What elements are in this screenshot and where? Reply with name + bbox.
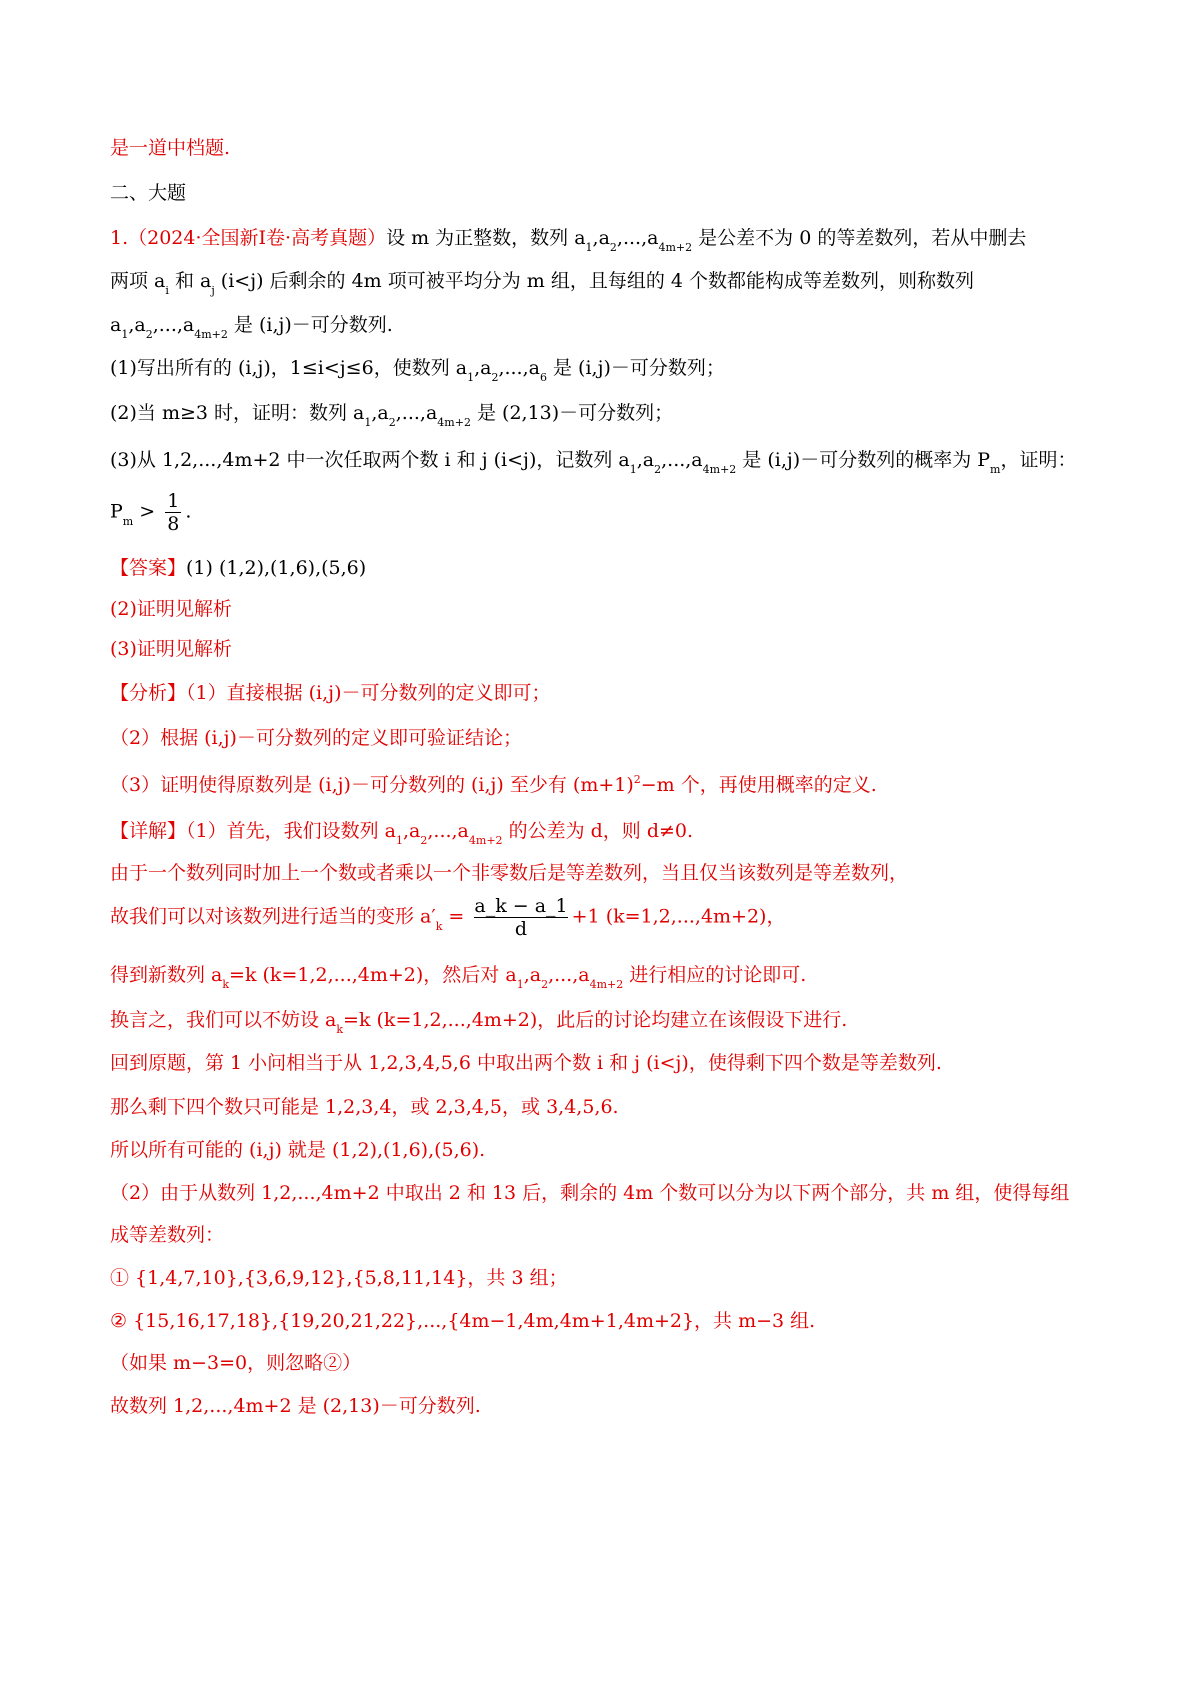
text-segment: a — [110, 314, 122, 336]
text-line-l19 — [110, 962, 1090, 991]
text-line-l05 — [110, 312, 1090, 341]
fraction-transform — [474, 895, 567, 940]
text-segment: ,a — [636, 449, 655, 471]
transform-numerator: a_k − a_1 — [474, 895, 568, 917]
pm-relation: > — [139, 500, 156, 523]
transform-suffix: +1 (k=1,2,...,4m+2)， — [571, 905, 786, 928]
text-line-l22 — [110, 1094, 1090, 1120]
text-segment: =k (k=1,2,...,4m+2)，此后的讨论均建立在该假设下进行. — [343, 1009, 848, 1031]
text-segment: 是 (i,j)－可分数列的概率为 P — [736, 449, 991, 471]
text-segment: 【答案】 — [110, 557, 187, 579]
text-segment: （2）由于从数列 1,2,...,4m+2 中取出 2 和 13 后，剩余的 4m 个数可以分为以下两个部分，共 m 组，使得每组 — [110, 1182, 1070, 1204]
text-segment: ,...,a — [395, 402, 438, 424]
text-line-l11 — [110, 596, 1090, 622]
text-segment: ,...,a — [498, 357, 540, 379]
text-segment: 进行相应的讨论即可. — [623, 964, 807, 986]
text-segment: (i<j) 后剩余的 4m 项可被平均分为 m 组，且每组的 4 个数都能构成等差数列，则称数列 — [214, 270, 974, 292]
subscript: 1 — [467, 371, 475, 384]
text-segment: 【详解】 — [110, 820, 187, 842]
transform-prefix: 故我们可以对该数列进行适当的变形 a′ — [110, 905, 436, 928]
text-line-l21 — [110, 1050, 1090, 1076]
text-line-l03 — [110, 225, 1090, 254]
subscript: j — [211, 284, 215, 297]
text-segment: ,a — [371, 402, 389, 424]
fraction-one-eighth — [165, 490, 181, 535]
subscript: 4m+2 — [468, 834, 503, 847]
subscript: 2 — [145, 328, 153, 341]
text-line-l27 — [110, 1308, 1090, 1334]
subscript: 2 — [654, 463, 662, 476]
text-segment: ,a — [402, 820, 421, 842]
subscript: 1 — [364, 416, 372, 429]
subscript: 4m+2 — [194, 328, 228, 341]
text-segment: 是 (2,13)－可分数列； — [470, 402, 674, 424]
text-segment: 是 (i,j)－可分数列； — [546, 357, 725, 379]
text-segment: 的公差为 d，则 d≠0. — [502, 820, 694, 842]
text-segment: ,a — [474, 357, 492, 379]
text-line-l23 — [110, 1137, 1090, 1163]
superscript: 2 — [633, 773, 641, 786]
text-segment: (1)写出所有的 (i,j)，1≤i<j≤6，使数列 a — [110, 357, 468, 379]
text-line-l17 — [110, 860, 1090, 886]
fraction-denominator: 8 — [167, 513, 180, 535]
text-segment: 所以所有可能的 (i,j) 就是 (1,2),(1,6),(5,6). — [110, 1139, 486, 1161]
subscript: 2 — [491, 371, 499, 384]
subscript: 2 — [388, 416, 396, 429]
text-segment: 是公差不为 0 的等差数列，若从中删去 — [692, 227, 1027, 249]
pm-symbol: P — [110, 500, 123, 523]
subscript: 4m+2 — [658, 241, 693, 254]
subscript: 1 — [121, 328, 129, 341]
text-segment: ，证明： — [1000, 449, 1077, 471]
text-segment: 是一道中档题. — [110, 137, 231, 159]
text-line-l12 — [110, 636, 1090, 662]
text-segment: 和 a — [168, 270, 212, 292]
text-line-l20 — [110, 1007, 1090, 1036]
text-segment: （3）证明使得原数列是 (i,j)－可分数列的 (i,j) 至少有 (m+1) — [110, 774, 634, 796]
text-line-l01 — [110, 135, 1090, 161]
text-segment: (2)当 m≥3 时，证明：数列 a — [110, 402, 365, 424]
text-line-l29 — [110, 1393, 1090, 1419]
text-segment: 故数列 1,2,...,4m+2 是 (2,13)－可分数列. — [110, 1395, 481, 1417]
text-line-l14 — [110, 725, 1090, 751]
text-segment: ,a — [523, 964, 542, 986]
subscript: 4m+2 — [702, 463, 737, 476]
pm-suffix: . — [185, 500, 192, 523]
transform-denominator: d — [474, 917, 567, 940]
subscript: 2 — [541, 978, 549, 991]
text-line-l26 — [110, 1265, 1090, 1291]
text-segment: 二、大题 — [110, 182, 187, 204]
text-segment: −m 个，再使用概率的定义. — [640, 774, 877, 796]
text-segment: （如果 m−3=0，则忽略②） — [110, 1352, 362, 1374]
text-segment: （2）根据 (i,j)－可分数列的定义即可验证结论； — [110, 727, 522, 749]
text-line-l13 — [110, 680, 1090, 706]
text-line-l15 — [110, 772, 1090, 801]
text-line-l16 — [110, 818, 1090, 847]
subscript: 4m+2 — [437, 416, 471, 429]
text-segment: ② {15,16,17,18},{19,20,21,22},...,{4m−1,4m,4m+1,4m+2}，共 m−3 组. — [110, 1310, 816, 1332]
text-line-l04 — [110, 268, 1090, 297]
subscript: 2 — [609, 241, 617, 254]
pm-subscript: m — [122, 514, 134, 528]
transform-subscript: k — [435, 919, 443, 933]
subscript: m — [990, 463, 1001, 476]
text-segment: (1) (1,2),(1,6),(5,6) — [186, 557, 367, 579]
text-segment: 1.（2024·全国新Ⅰ卷·高考真题） — [110, 227, 387, 249]
text-line-l02 — [110, 180, 1090, 206]
text-segment: 成等差数列： — [110, 1224, 225, 1246]
transform-eq: = — [448, 905, 465, 928]
subscript: k — [222, 978, 230, 991]
text-segment: 由于一个数列同时加上一个数或者乘以一个非零数后是等差数列，当且仅当该数列是等差数列， — [110, 862, 909, 884]
text-segment: （1）直接根据 (i,j)－可分数列的定义即可； — [186, 682, 551, 704]
text-segment: 【分析】 — [110, 682, 187, 704]
text-segment: 换言之，我们可以不妨设 a — [110, 1009, 337, 1031]
text-segment: ,...,a — [661, 449, 703, 471]
text-line-l25 — [110, 1222, 1090, 1248]
formula-line-pm — [110, 490, 1090, 535]
text-segment: (2)证明见解析 — [110, 598, 232, 620]
text-line-l06 — [110, 355, 1090, 384]
text-line-l07 — [110, 400, 1090, 429]
text-segment: (3)从 1,2,...,4m+2 中一次任取两个数 i 和 j (i<j)，记数列 a — [110, 449, 630, 471]
subscript: 1 — [395, 834, 403, 847]
subscript: 1 — [516, 978, 524, 991]
text-line-l28 — [110, 1350, 1090, 1376]
subscript: 2 — [420, 834, 428, 847]
text-segment: ,...,a — [616, 227, 659, 249]
text-segment: 回到原题，第 1 小问相当于从 1,2,3,4,5,6 中取出两个数 i 和 j (i<j)，使得剩下四个数是等差数列. — [110, 1052, 942, 1074]
text-segment: 得到新数列 a — [110, 964, 223, 986]
subscript: i — [165, 284, 169, 297]
formula-line-transform — [110, 895, 1090, 940]
subscript: 1 — [585, 241, 593, 254]
text-segment: （1）首先，我们设数列 a — [186, 820, 396, 842]
text-segment: ,a — [128, 314, 146, 336]
text-segment: ,...,a — [152, 314, 195, 336]
text-segment: ,a — [592, 227, 610, 249]
subscript: 6 — [539, 371, 547, 384]
text-line-l10 — [110, 555, 1090, 581]
text-line-l08 — [110, 447, 1090, 476]
text-segment: (3)证明见解析 — [110, 638, 232, 660]
text-segment: ,...,a — [427, 820, 469, 842]
subscript: 4m+2 — [589, 978, 624, 991]
text-segment: 两项 a — [110, 270, 166, 292]
subscript: 1 — [629, 463, 637, 476]
text-segment: ,...,a — [548, 964, 590, 986]
text-segment: 设 m 为正整数，数列 a — [386, 227, 586, 249]
subscript: k — [336, 1023, 344, 1036]
text-segment: 那么剩下四个数只可能是 1,2,3,4，或 2,3,4,5，或 3,4,5,6. — [110, 1096, 619, 1118]
text-line-l24 — [110, 1180, 1090, 1206]
text-segment: ① {1,4,7,10},{3,6,9,12},{5,8,11,14}，共 3 组； — [110, 1267, 568, 1289]
fraction-numerator: 1 — [167, 490, 180, 512]
text-segment: =k (k=1,2,...,4m+2)，然后对 a — [229, 964, 517, 986]
text-segment: 是 (i,j)－可分数列. — [227, 314, 393, 336]
